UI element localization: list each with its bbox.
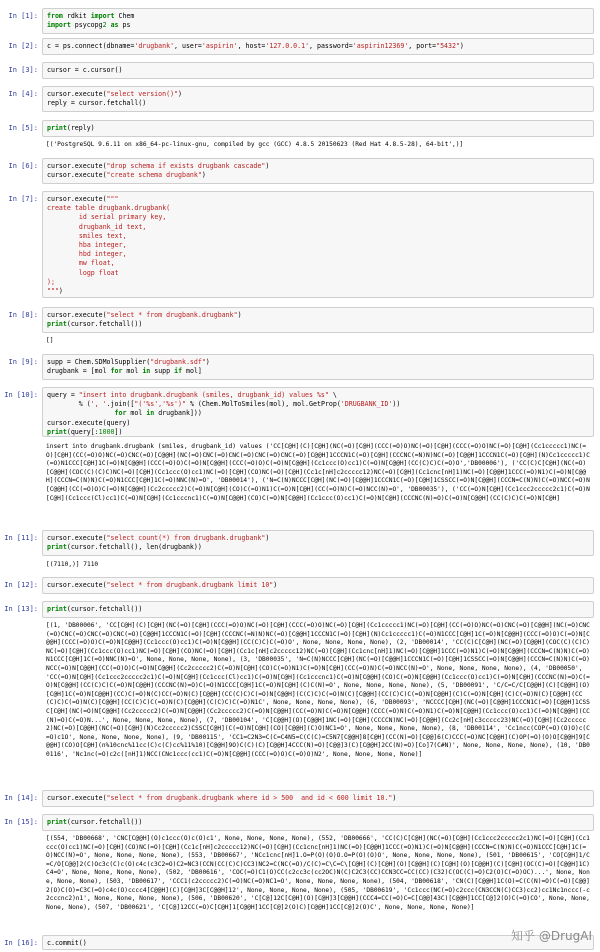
code-text: cursor.execute(""" create table drugbank.drugbank( id serial primary key, drugbank_id text, smiles text, hba integer, hbd integer, mw float, logp float ); """) xyxy=(47,195,171,296)
cell-output xyxy=(42,620,594,784)
code-cell[interactable] xyxy=(0,577,600,594)
output-text: insert into drugbank.drugbank (smiles, drugbank_id) values ('CC[C@H](C)[C@H](NC(=O)[C@H](CCC(=O)O)NC(=O)[C@H](CCC(=O)O)NC(=O)[C@H](Cc1ccccc1)NC(=O)[C@H](CC(=O)O)NC(=O)CNC(=O)[C@@H](NC(=O)CNC(=O)CNC(=O)CNC(=O)CNC(=O)[C@@H]1CCCN1C(=O)[C@H](CCCNC(=N)N)NC(=O)[C@@H]1CCCN1C(=O)[C@H](N)Cc1ccccc1)C(=O)N1CCC[C@H]1C(=O)N[C@@H](CCC(=O)O)C(=O)N[C@@H](CCC(=O)O)C(=O)N[C@@H](Cc1ccc(O)cc1)C(=O)N[C@@H](CC(C)C)C(=O)O','DB00006'), ('CC(C)C[C@H](NC(=O)[C@@H](COC(C)(C)C)NC(=O)[C@H](Cc1ccc(O)cc1)NC(=O)[C@H](CO)NC(=O)[C@H](Cc1c[nH]c2ccccc12)NC(=O)[C@H](Cc1cnc[nH]1)NC(=O)[C@@H]1CCC(=O)N1)C(=O)N[C@@H](CCCN=C(N)N)C(=O)N1CCC[C@H]1C(=O)NNC(N)=O', 'DB00014'), ('N=C(N)NCCC[C@H](NC(=O)[C@@H]1CCCN1C(=O)[C@H]1CSSCC(=O)N[C@@H](CCCN=C(N)N)C(=O)NCC(=O)N[C@@H](CC(=O)O)C(=O)N[C@@H](Cc2ccccc2)C(=O)N[C@H](CO)C(=O)N1)C(=O)N[C@H](CC(=O)N)C(=O)NCC(N)=O', 'DB00035'), ('CC(=O)N[C@H](Cc1ccc2ccccc2c1)C(=O)N[C@H](Cc1ccc(Cl)cc1)C(=O)N[C@H](Cc1cccnc1)C(=O)N[C@@H](CO)C(=O)N[C@@H](Cc1ccc(O)cc1)C(=O)N[C@H](CCCNC(N)=O)C(=O)N[C@@H](CC(C)C)C(=O)N[C@H] xyxy=(46,443,590,502)
code-text: supp = Chem.SDMolSupplier("drugbank.sdf") drugbank = [mol for mol in supp if mol] xyxy=(47,358,210,376)
code-editor[interactable] xyxy=(42,814,594,831)
code-editor[interactable] xyxy=(42,38,594,55)
input-prompt: In [14]: xyxy=(4,794,38,802)
output-text: [(1, 'DB00006', 'CC[C@H](C)[C@H](NC(=O)[C@H](CCC(=O)O)NC(=O)[C@H](CCC(=O)O)NC(=O)[C@H](Cc1ccccc1)NC(=O)[C@H](CC(=O)O)NC(=O)CNC(=O)[C@@H](NC(=O)CNC(=O)CNC(=O)CNC(=O)CNC(=O)[C@@H]1CCCN1C(=O)[C@H](CCCNC(=N)N)NC(=O)[C@@H]1CCCN1C(=O)[C@H](N)Cc1ccccc1)C(=O)N1CCC[C@H]1C(=O)N[C@@H](CCC(=O)O)C(=O)N[C@@H](CCC(=O)O)C(=O)N[C@@H](Cc1ccc(O)cc1)C(=O)N[C@@H](CC(C)C)C(=O)O', None, None, None, None), (2, 'DB00014', 'CC(C)C[C@H](NC(=O)[C@@H](COC(C)(C)C)NC(=O)[C@H](Cc1ccc(O)cc1)NC(=O)[C@H](CO)NC(=O)[C@H](Cc1c[nH]c2ccccc12)NC(=O)[C@H](Cc1cnc[nH]1)NC(=O)[C@@H]1CCC(=O)N1)C(=O)N[C@@H](CCCN=C(N)N)C(=O)N1CCC[C@H]1C(=O)NNC(N)=O', None, None, None, None), (3, 'DB00035', 'N=C(N)NCCC[C@H](NC(=O)[C@@H]1CCCN1C(=O)[C@H]1CSSCC(=O)N[C@@H](CCCN=C(N)N)C(=O)NCC(=O)N[C@@H](CC(=O)O)C(=O)N[C@@H](Cc2ccccc2)C(=O)N[C@H](CO)C(=O)N1)C(=O)N[C@H](CC(=O)N)C(=O)NCC(N)=O', None, None, None, None), (4, 'DB00050', 'CC(=O)N[C@H](Cc1ccc2ccccc2c1)C(=O)N[C@H](Cc1ccc(Cl)cc1)C(=O)N[C@H](Cc1cccnc1)C(=O)N[C@@H](CO)C(=O)N[C@@H](Cc1ccc(O)cc1)C(=O)N[C@H](CCCNC(N)=O)C(=O)N[C@@H](CC(C)C)C(=O)N[C@@H](CCCNC(N)=O)C(=O)N1CCC[C@H]1C(=O)N[C@H](C)C(N)=O', None, None, None, None), (5, 'DB00091', 'C/C=C/C[C@@H](C)[C@@H](O)[C@H]1C(=O)N[C@@H](CC)C(=O)N(C)CC(=O)N(C)[C@@H](CC(C)C)C(=O)N[C@@H](C(C)C)C(=O)N(C)[C@@H](CC(C)C)C(=O)N[C@@H](C)C(=O)N[C@H](C)C(=O)N(C)[C@@H](CC(C)C)C(=O)N(C)[C@@H](CC(C)C)C(=O)N(C)[C@@H](C(C)C)C(=O)N1C', None, None, None, None), (6, 'DB00093', 'NCCCC[C@H](NC(=O)[C@@H]1CCCN1C(=O)[C@@H]1CSSC[C@H](NC(=O)N[C@@H](Cc2ccccc2)C(=O)N[C@@H](Cc2ccccc2)C(=O)N[C@@H](CC(=O)N)C(=O)N[C@@H](CCC(=O)N)C(=O)N1)C(=O)N[C@@H](Cc1ccc(O)cc1)C(=O)N[C@@H](CC(N)=O)C(=O)N...', None, None, None, None), (7, 'DB00104', 'C[C@@H](O)[C@@H]1NC(=O)[C@H](CCCCN)NC(=O)[C@@H](Cc2c[nH]c3ccccc23)NC(=O)[C@H](Cc2ccccc2)NC(=O)[C@@H](NC(=O)[C@H](N)Cc2ccccc2)CSSC[C@H](C(=O)N[C@H](CO)[C@@H](C)O)NC1=O', None, None, None, None), (8, 'DB00114', 'Cc1ncc(COP(=O)(O)O)c(C=O)c1O', None, None, None, None), (9, 'DB00115', 'CC1=C2N3=C(C=C4N5=C(C(C)=C5N7[C@@H]8[C@H](CC(N)=O)[C@@]6(C)CCC(=O)NC[C@@H](C)OP(=O)(O)O[C@@H]9[C@@H](CO)O[C@H](n%10cnc%11cc(C)c(C)cc%11%10)[C@@H]9O)C(C)(C)[C@@H]4CCC(N)=O)[C@@]3(C)[C@@H]2CC(N)=O)[Co]7(C#N)', None, None, None, None), (10, 'DB00116', 'Nc1nc(=O)c2c([nH]1)NCC(CNc1ccc(cc1)C(=O)N[C@@H](CCC(=O)O)C(=O)O)N2', None, None, None, None)] xyxy=(46,622,590,758)
output-text: [(554, 'DB00668', 'CNC[C@@H](O)c1ccc(O)c(O)c1', None, None, None, None), (552, 'DB00666', 'CC(C)C[C@H](NC(=O)[C@H](Cc1ccc2ccccc2c1)NC(=O)[C@H](Cc1ccc(O)cc1)NC(=O)[C@H](CO)NC(=O)[C@H](Cc1c[nH]c2ccccc12)NC(=O)[C@H](Cc1cnc[nH]1)NC(=O)[C@@H]1CCC(=O)N1)C(=O)N[C@@H](CCCN=C(N)N)C(=O)N1CCC[C@H]1C(=O)NCC(N)=O', None, None, None, None), (553, 'DB00667', 'NCc1cnc[nH]1.O=P(O)(O)O.O=P(O)(O)O', None, None, None, None), (501, 'DB00615', 'CO[C@H]1/C=C/O[C@@]2(C)Oc3c(C)c(O)c4c(c3C2=O)C2=NC3(CCN(CC(C)C)CC3)NC2=C(NC(=O)/C(C)=C\C=C\[C@H](C)[C@H](O)[C@@H](C)[C@H](O)[C@@H](C)[C@H](OC(C)=O)[C@@H]1C)C4=O', None, None, None, None), (502, 'DB00616', 'COC(=O)C1(O)CC(c2cc3c(cc2OC)N(C)C2C3(CC)CCN3CC=CC(CC)(C32)C(OC(C)=O)C2(O)C(=O)OC)...', None, None, None, None), (503, 'DB00617', 'CCC1(c2ccccc2)C(=O)NC(=O)NC1=O', None, None, None, None), (504, 'DB00618', 'CN(C)[C@@H]1C(O)=C(C(N)=O)C(=O)[C@@]2(O)C(O)=C3C(=O)c4c(O)cccc4[C@@H](C)[C@H]3C[C@@H]12', None, None, None, None), (505, 'DB00619', 'Cc1ccc(NC(=O)c2ccc(CN3CCN(C)CC3)cc2)cc1Nc1nccc(-c2cccnc2)n1', None, None, None, None), (506, 'DB00620', 'C[C@]12C[C@H](O)[C@H]3[C@@H](CCC4=CC(=O)C=C[C@@]43C)[C@@H]1CC[C@]2(O)C(=O)CO', None, None, None, None), (507, 'DB00621', 'C[C@]12CC(=O)C[C@H]1[C@@H]1CC[C@]2(O)C)[C@@H]1CC[C@]2(O)C', None, None, None, None)] xyxy=(46,835,594,911)
cell-output xyxy=(42,833,594,931)
code-cell[interactable] xyxy=(0,814,600,831)
code-text: cursor.execute("select * from drugbank.drugbank where id > 500 and id < 600 limit 10.") xyxy=(47,794,397,802)
code-text: cursor = c.cursor() xyxy=(47,66,123,74)
code-text: cursor.execute("select count(*) from drugbank.drugbank") print(cursor.fetchall(), len(drugbank)) xyxy=(47,534,270,552)
cell-output xyxy=(42,335,594,347)
code-cell[interactable] xyxy=(0,158,600,184)
input-prompt: In [5]: xyxy=(8,124,38,132)
code-text: from rdkit import Chem import psycopg2 as ps xyxy=(47,12,135,30)
code-text: print(cursor.fetchall()) xyxy=(47,818,143,826)
code-text: cursor.execute("select * from drugbank.drugbank") print(cursor.fetchall()) xyxy=(47,311,242,329)
code-cell[interactable] xyxy=(0,86,600,112)
code-editor[interactable] xyxy=(42,530,594,556)
code-editor[interactable] xyxy=(42,191,594,298)
input-prompt: In [16]: xyxy=(4,939,38,947)
cell-output xyxy=(42,559,594,571)
code-cell[interactable] xyxy=(0,307,600,333)
input-prompt: In [7]: xyxy=(8,195,38,203)
code-editor[interactable] xyxy=(42,158,594,184)
code-cell[interactable] xyxy=(0,530,600,556)
input-prompt: In [1]: xyxy=(8,12,38,20)
code-editor[interactable] xyxy=(42,307,594,333)
code-cell[interactable] xyxy=(0,38,600,55)
code-cell[interactable] xyxy=(0,790,600,807)
code-editor[interactable] xyxy=(42,8,594,34)
cell-output xyxy=(42,441,594,525)
input-prompt: In [9]: xyxy=(8,358,38,366)
input-prompt: In [10]: xyxy=(4,391,38,399)
watermark: 知乎 @DrugAI xyxy=(511,929,592,943)
code-editor[interactable] xyxy=(42,601,594,618)
code-editor[interactable] xyxy=(42,62,594,79)
code-editor[interactable] xyxy=(42,120,594,137)
code-editor[interactable] xyxy=(42,387,594,437)
code-text: c.commit() xyxy=(47,939,87,947)
code-text: c = ps.connect(dbname='drugbank', user='aspirin', host='127.0.0.1', password='aspirin12369', port="5432") xyxy=(47,42,464,50)
code-editor[interactable] xyxy=(42,790,594,807)
code-text: cursor.execute("select version()") reply = cursor.fetchall() xyxy=(47,90,182,108)
code-text: cursor.execute("select * from drugbank.drugbank limit 10") xyxy=(47,581,278,589)
code-cell[interactable] xyxy=(0,8,600,34)
cell-output xyxy=(42,139,594,153)
input-prompt: In [8]: xyxy=(8,311,38,319)
input-prompt: In [2]: xyxy=(8,42,38,50)
code-text: print(cursor.fetchall()) xyxy=(47,605,143,613)
code-cell[interactable] xyxy=(0,601,600,618)
code-cell[interactable] xyxy=(0,120,600,137)
input-prompt: In [3]: xyxy=(8,66,38,74)
code-text: print(reply) xyxy=(47,124,95,132)
code-editor[interactable] xyxy=(42,354,594,380)
input-prompt: In [12]: xyxy=(4,581,38,589)
code-cell[interactable] xyxy=(0,191,600,298)
output-text: [(7110,)] 7110 xyxy=(46,561,99,568)
code-cell[interactable] xyxy=(0,935,600,950)
code-cell[interactable] xyxy=(0,62,600,79)
output-text: [] xyxy=(46,337,54,344)
input-prompt: In [13]: xyxy=(4,605,38,613)
code-text: cursor.execute("drop schema if exists drugbank cascade") cursor.execute("create schema drugbank") xyxy=(47,162,270,180)
code-editor[interactable] xyxy=(42,86,594,112)
code-cell[interactable] xyxy=(0,387,600,437)
code-cell[interactable] xyxy=(0,354,600,380)
input-prompt: In [6]: xyxy=(8,162,38,170)
code-editor[interactable] xyxy=(42,577,594,594)
code-text: query = "insert into drugbank.drugbank (smiles, drugbank_id) values %s" \ % (', '.join(["('%s','%s')" % (Chem.MolToSmiles(mol), mol.GetProp('DRUGBANK_ID')) for mol in drugbank])) cursor.execute(query) print(query[:1000]) xyxy=(47,391,401,436)
output-text: [('PostgreSQL 9.6.11 on x86_64-pc-linux-gnu, compiled by gcc (GCC) 4.8.5 20150623 (Red Hat 4.8.5-28), 64-bit',)] xyxy=(46,141,464,148)
input-prompt: In [4]: xyxy=(8,90,38,98)
input-prompt: In [11]: xyxy=(4,534,38,542)
input-prompt: In [15]: xyxy=(4,818,38,826)
